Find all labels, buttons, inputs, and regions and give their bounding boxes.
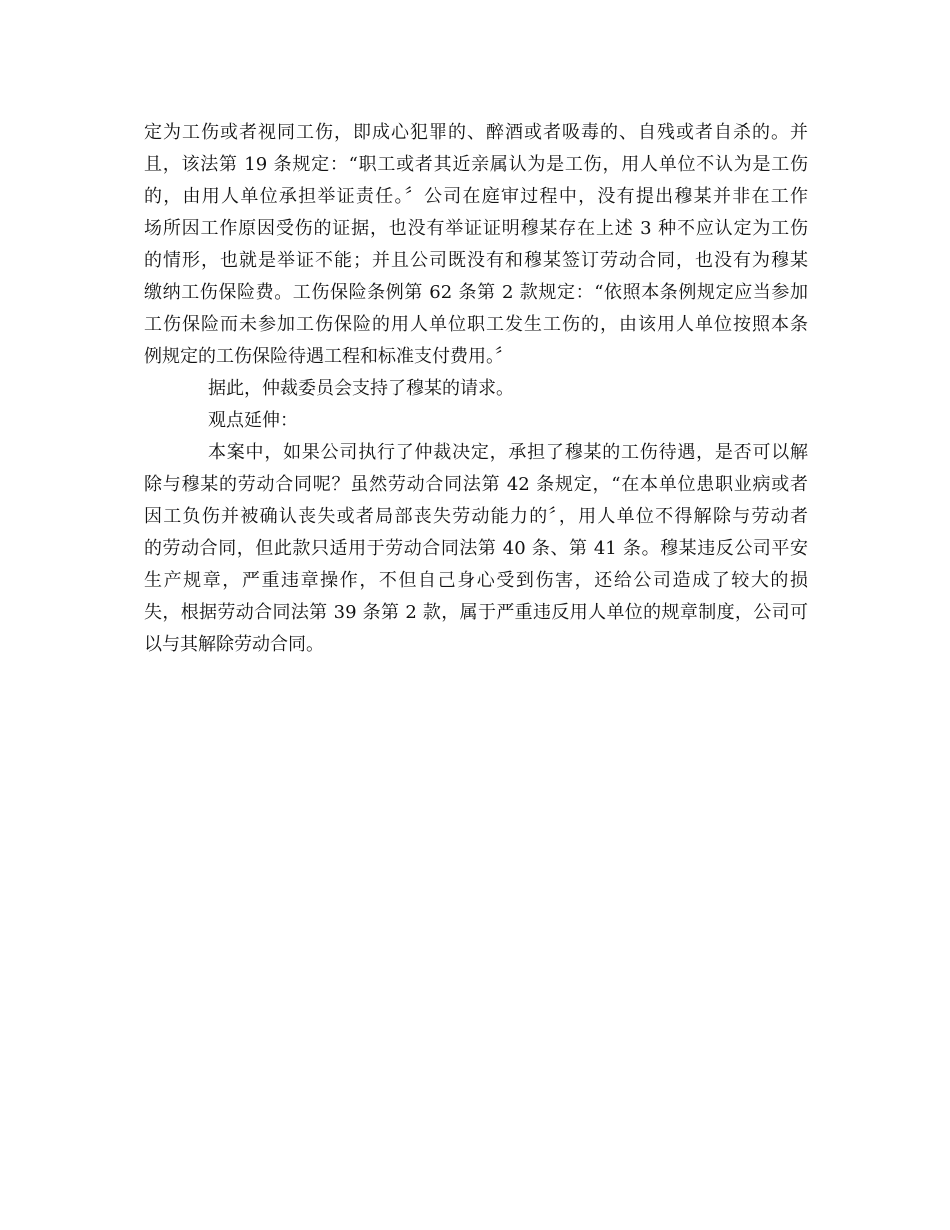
paragraph-4 (144, 437, 808, 661)
text-line: 的劳动合同，但此款只适用于劳动合同法第 40 条、第 41 条。穆某违反公司平安 (144, 538, 808, 559)
text-line: 工伤保险而未参加工伤保险的用人单位职工发生工伤的，由该用人单位按照本条 (144, 314, 808, 335)
text-line: 例规定的工伤保险待遇工程和标准支付费用。〞 (144, 346, 513, 367)
text-line: 因工负伤并被确认丧失或者局部丧失劳动能力的〞，用人单位不得解除与劳动者 (144, 506, 808, 527)
text-line: 除与穆某的劳动合同呢？虽然劳动合同法第 42 条规定，“在本单位患职业病或者 (144, 474, 808, 495)
text-line: 的，由用人单位承担举证责任。〞公司在庭审过程中，没有提出穆某并非在工作 (144, 186, 808, 207)
text-line: 且，该法第 19 条规定：“职工或者其近亲属认为是工伤，用人单位不认为是工伤 (144, 154, 808, 175)
text-line: 据此，仲裁委员会支持了穆某的请求。 (208, 378, 514, 399)
text-line: 缴纳工伤保险费。工伤保险条例第 62 条第 2 款规定：“依照本条例规定应当参加 (144, 282, 808, 303)
text-line: 本案中，如果公司执行了仲裁决定，承担了穆某的工伤待遇，是否可以解 (208, 442, 808, 463)
text-line: 生产规章，严重违章操作，不但自己身心受到伤害，还给公司造成了较大的损 (144, 570, 808, 591)
paragraph-3-heading (144, 405, 808, 437)
text-line: 失，根据劳动合同法第 39 条第 2 款，属于严重违反用人单位的规章制度，公司可 (144, 602, 808, 623)
text-line: 定为工伤或者视同工伤，即成心犯罪的、醉酒或者吸毒的、自残或者自杀的。并 (144, 122, 808, 143)
document-body (144, 117, 808, 661)
text-line: 的情形，也就是举证不能；并且公司既没有和穆某签订劳动合同，也没有为穆某 (144, 250, 808, 271)
section-heading: 观点延伸： (208, 410, 298, 431)
paragraph-1 (144, 117, 808, 373)
text-line: 以与其解除劳动合同。 (144, 634, 324, 655)
paragraph-2 (144, 373, 808, 405)
text-line: 场所因工作原因受伤的证据，也没有举证证明穆某存在上述 3 种不应认定为工伤 (144, 218, 808, 239)
